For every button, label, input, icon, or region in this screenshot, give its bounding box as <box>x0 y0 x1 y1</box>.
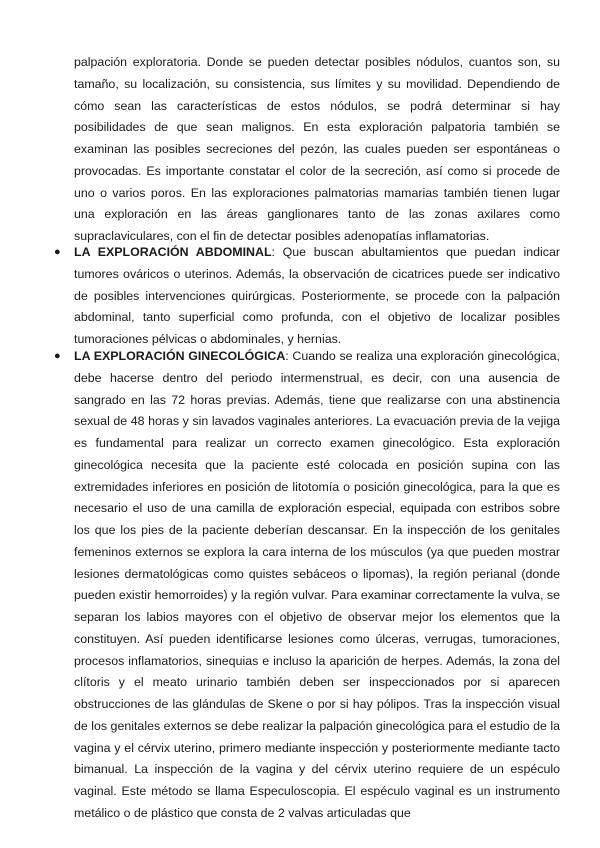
bullet-icon: ● <box>54 246 61 258</box>
bullet-list <box>54 346 560 825</box>
list-item-ginecologica <box>54 346 560 825</box>
item-text: : Que buscan abultamientos que puedan indicar tumores ováricos o uterinos. Además, la observación de cicatrices puede ser indicativo de posibles intervenciones quirúrgicas. Posteriormente, se procede con la palpación abdominal, tanto superficial como profunda, con el objetivo de localizar posibles tumoraciones pélvicas o abdominales, y hernias. <box>74 245 560 346</box>
bullet-icon: ● <box>54 350 61 362</box>
list-item-abdominal <box>54 242 560 351</box>
item-heading: LA EXPLORACIÓN GINECOLÓGICA <box>74 349 286 363</box>
intro-paragraph: palpación exploratoria. Donde se pueden detectar posibles nódulos, cuantos son, su tamaño, su localización, su consistencia, sus límites y su movilidad. Dependiendo de cómo sean las características de estos nódulos, se podrá determinar si hay posibilidades de que sean malignos. En esta exploración palpatoria también se examinan las posibles secreciones del pezón, las cuales pueden ser espontáneas o provocadas. Es importante constatar el color de la secreción, así como si procede de uno o varios poros. En las exploraciones palmatorias mamarias también tienen lugar una exploración en las áreas ganglionares tanto de las zonas axilares como supraclaviculares, con el fin de detectar posibles adenopatías inflamatorias. <box>74 55 560 243</box>
item-heading: LA EXPLORACIÓN ABDOMINAL <box>74 245 272 259</box>
item-text: : Cuando se realiza una exploración ginecológica, debe hacerse dentro del periodo intermenstrual, es decir, con una ausencia de sangrado en las 72 horas previas. Además, tiene que realizarse con una abstinencia sexual de 48 horas y sin lavados vaginales anteriores. La evacuación previa de la vejiga es fundamental para realizar un correcto examen ginecológico. Esta exploración ginecológica necesita que la paciente esté colocada en posición supina con las extremidades inferiores en posición de litotomía o posición ginecológica, para la que es necesario el uso de una camilla de exploración especial, equipada con estribos sobre los que los pies de la paciente deberían descansar. En la inspección de los genitales femeninos externos se explora la cara interna de los músculos (ya que pueden mostrar lesiones dermatológicas como quistes sebáceos o lipomas), la región perianal (donde pueden existir hemorroides) y la región vulvar. Para examinar correctamente la vulva, se separan los labios mayores con el objetivo de observar mejor los elementos que la constituyen. Así pueden identificarse lesiones como úlceras, verrugas, tumoraciones, procesos inflamatorios, sinequias e incluso la aparición de herpes. Además, la zona del clítoris y el meato urinario también deben ser inspeccionados por si aparecen obstrucciones de las glándulas de Skene o por si hay pólipos. Tras la inspección visual de los genitales externos se debe realizar la palpación ginecológica para el estudio de la vagina y el cérvix uterino, primero mediante inspección y posteriormente mediante tacto bimanual. La inspección de la vagina y del cérvix uterino requiere de un espéculo vaginal. Este método se llama Especuloscopia. El espéculo vaginal es un instrumento metálico o de plástico que consta de 2 valvas articuladas que <box>74 349 560 820</box>
bullet-list <box>54 242 560 351</box>
